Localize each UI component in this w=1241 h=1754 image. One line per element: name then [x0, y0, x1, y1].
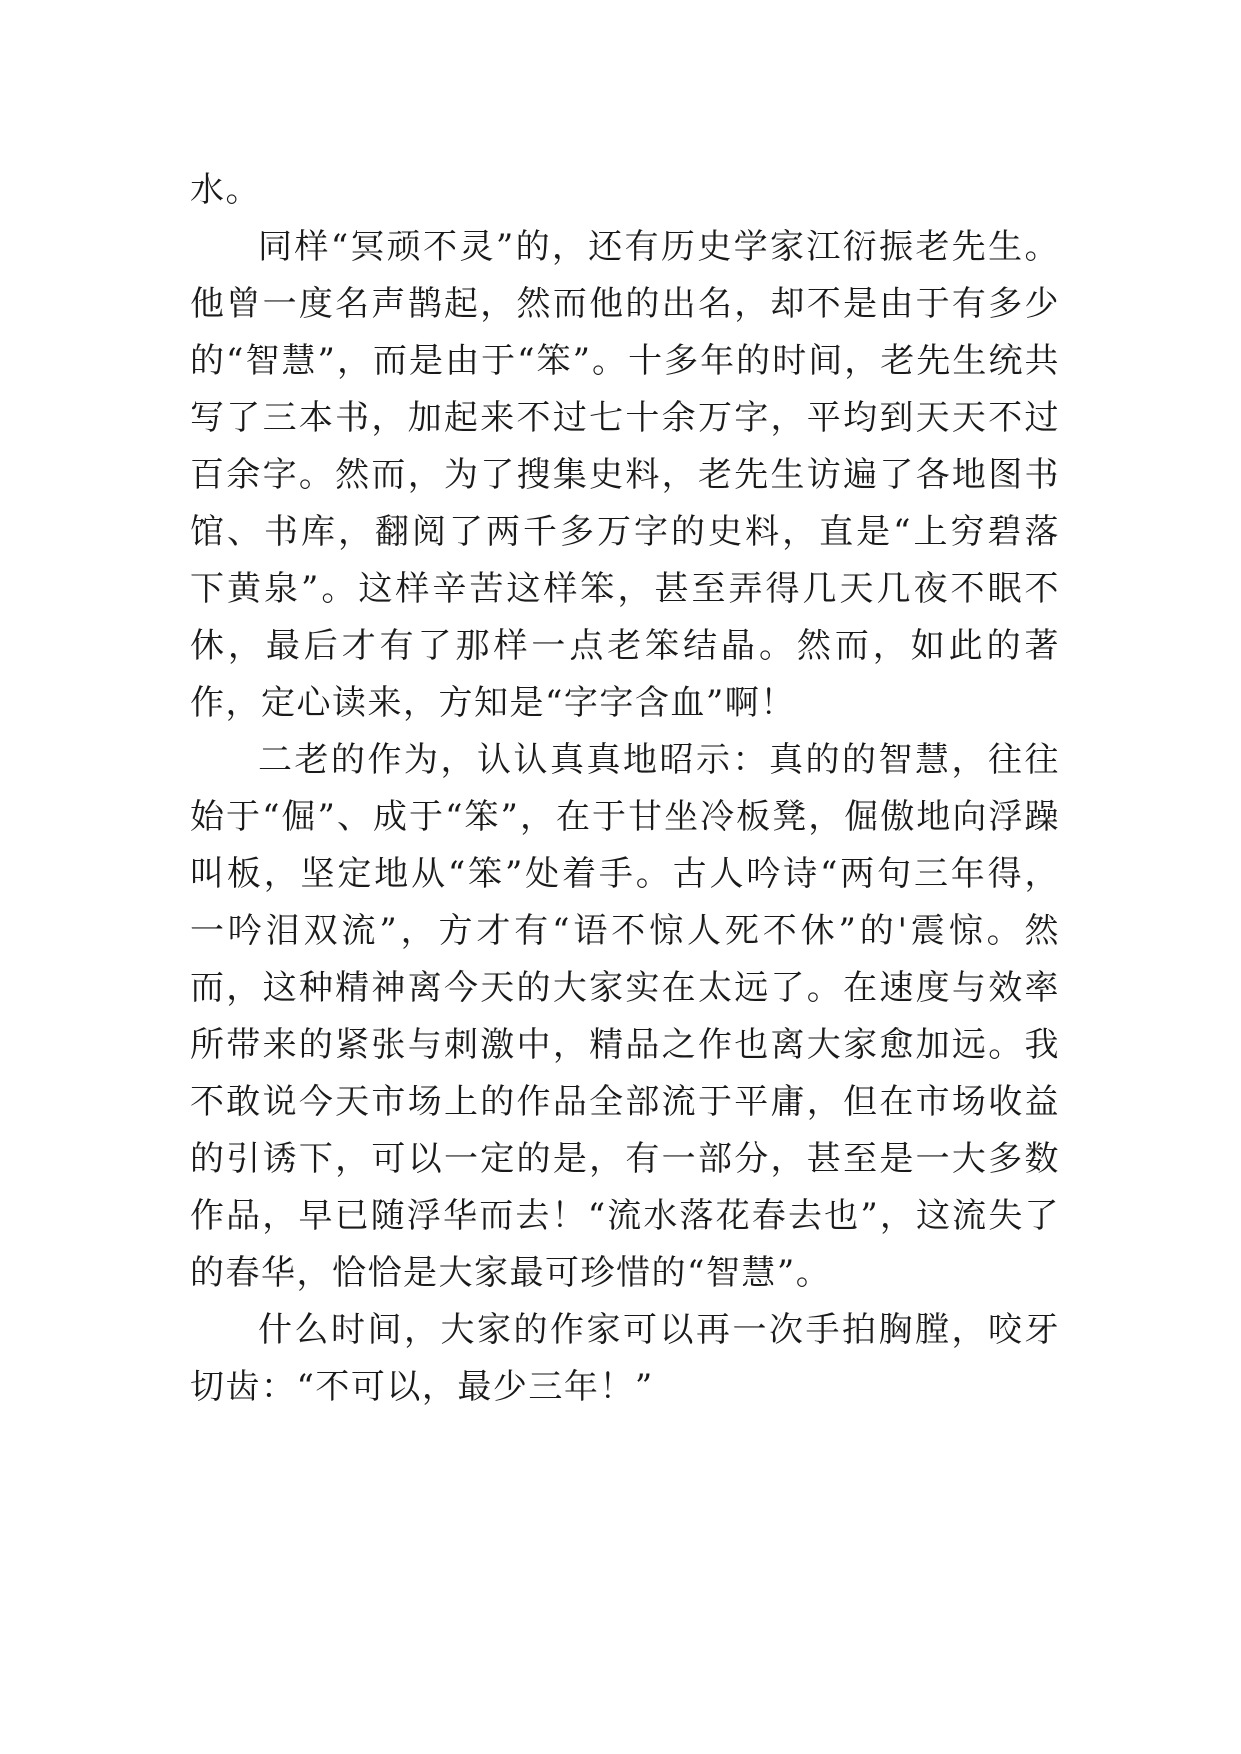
document-body [190, 162, 1060, 1416]
paragraph-jiang-yanzhen: 同样“冥顽不灵”的，还有历史学家江衍振老先生。他曾一度名声鹊起，然而他的出名，却不是由于有多少的“智慧”，而是由于“笨”。十多年的时间，老先生统共写了三本书，加起来不过七十余万字，平均到天天不过百余字。然而，为了搜集史料，老先生访遍了各地图书馆、书库，翻阅了两千多万字的史料，直是“上穷碧落下黄泉”。这样辛苦这样笨，甚至弄得几天几夜不眠不休，最后才有了那样一点老笨结晶。然而，如此的著作，定心读来，方知是“字字含血”啊！ [190, 227, 1060, 723]
paragraph-continuation: 水。 [190, 170, 261, 210]
paragraph-closing-question: 什么时间，大家的作家可以再一次手拍胸膛，咬牙切齿：“不可以，最少三年！” [190, 1310, 1060, 1407]
paragraph-wisdom-from-stubbornness: 二老的作为，认认真真地昭示：真的的智慧，往往始于“倔”、成于“笨”，在于甘坐冷板凳，倔傲地向浮躁叫板，坚定地从“笨”处着手。古人吟诗“两句三年得，一吟泪双流”，方才有“语不惊人死不休”的'震惊。然而，这种精神离今天的大家实在太远了。在速度与效率所带来的紧张与刺激中，精品之作也离大家愈加远。我不敢说今天市场上的作品全部流于平庸，但在市场收益的引诱下，可以一定的是，有一部分，甚至是一大多数作品，早已随浮华而去！“流水落花春去也”，这流失了的春华，恰恰是大家最可珍惜的“智慧”。 [190, 740, 1060, 1293]
